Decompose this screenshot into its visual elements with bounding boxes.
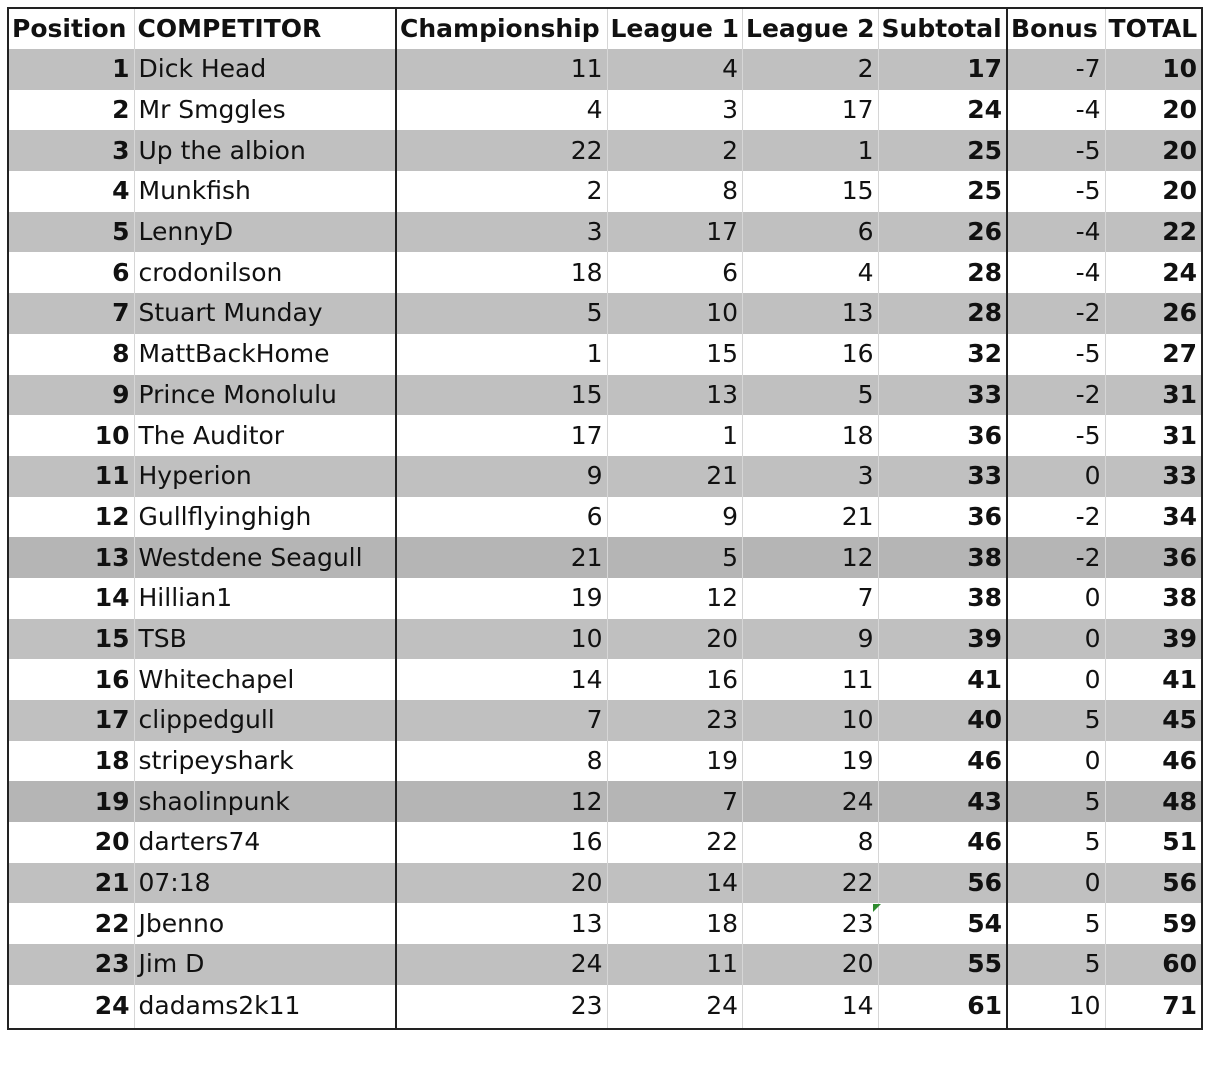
table-row bbox=[8, 130, 1202, 171]
header-position[interactable]: Position bbox=[8, 8, 134, 49]
cell-league-2[interactable]: 19 bbox=[743, 741, 879, 782]
cell-bonus[interactable]: -2 bbox=[1007, 375, 1105, 416]
cell-league-2[interactable]: 8 bbox=[743, 822, 879, 863]
cell-total[interactable]: 20 bbox=[1105, 90, 1202, 131]
cell-position[interactable]: 9 bbox=[8, 375, 134, 416]
cell-total[interactable]: 51 bbox=[1105, 822, 1202, 863]
cell-league-1[interactable]: 6 bbox=[607, 252, 743, 293]
cell-total[interactable]: 59 bbox=[1105, 903, 1202, 944]
table-row bbox=[8, 456, 1202, 497]
cell-subtotal[interactable]: 36 bbox=[878, 415, 1007, 456]
cell-bonus[interactable]: 0 bbox=[1007, 578, 1105, 619]
header-subtotal[interactable]: Subtotal bbox=[878, 8, 1007, 49]
cell-total[interactable]: 56 bbox=[1105, 863, 1202, 904]
cell-bonus[interactable]: -7 bbox=[1007, 49, 1105, 90]
cell-subtotal[interactable]: 56 bbox=[878, 863, 1007, 904]
cell-bonus[interactable]: 0 bbox=[1007, 456, 1105, 497]
cell-championship[interactable]: 2 bbox=[396, 171, 607, 212]
cell-league-2[interactable]: 9 bbox=[743, 619, 879, 660]
cell-championship[interactable]: 22 bbox=[396, 130, 607, 171]
cell-subtotal[interactable]: 38 bbox=[878, 537, 1007, 578]
table-row bbox=[8, 822, 1202, 863]
cell-subtotal[interactable]: 46 bbox=[878, 741, 1007, 782]
cell-competitor[interactable]: Dick Head bbox=[134, 49, 396, 90]
cell-competitor[interactable]: Munkfish bbox=[134, 171, 396, 212]
cell-league-2[interactable]: 6 bbox=[743, 212, 879, 253]
table-row bbox=[8, 293, 1202, 334]
cell-total[interactable]: 20 bbox=[1105, 130, 1202, 171]
header-competitor[interactable]: COMPETITOR bbox=[134, 8, 396, 49]
cell-league-1[interactable]: 15 bbox=[607, 334, 743, 375]
cell-subtotal[interactable]: 32 bbox=[878, 334, 1007, 375]
cell-competitor[interactable]: Hyperion bbox=[134, 456, 396, 497]
cell-subtotal[interactable]: 28 bbox=[878, 293, 1007, 334]
cell-total[interactable]: 71 bbox=[1105, 985, 1202, 1029]
cell-subtotal[interactable]: 39 bbox=[878, 619, 1007, 660]
cell-competitor[interactable]: clippedgull bbox=[134, 700, 396, 741]
cell-position[interactable]: 18 bbox=[8, 741, 134, 782]
cell-competitor[interactable]: shaolinpunk bbox=[134, 781, 396, 822]
cell-competitor[interactable]: darters74 bbox=[134, 822, 396, 863]
table-row bbox=[8, 659, 1202, 700]
cell-league-2[interactable]: 13 bbox=[743, 293, 879, 334]
cell-bonus[interactable]: 5 bbox=[1007, 700, 1105, 741]
cell-bonus[interactable]: -4 bbox=[1007, 90, 1105, 131]
league-table bbox=[7, 7, 1203, 1030]
cell-position[interactable]: 19 bbox=[8, 781, 134, 822]
cell-championship[interactable]: 24 bbox=[396, 944, 607, 985]
table-row bbox=[8, 334, 1202, 375]
cell-total[interactable]: 20 bbox=[1105, 171, 1202, 212]
cell-total[interactable]: 34 bbox=[1105, 497, 1202, 538]
cell-league-1[interactable]: 19 bbox=[607, 741, 743, 782]
cell-championship[interactable]: 23 bbox=[396, 985, 607, 1029]
cell-championship[interactable]: 4 bbox=[396, 90, 607, 131]
cell-championship[interactable]: 21 bbox=[396, 537, 607, 578]
cell-championship[interactable]: 17 bbox=[396, 415, 607, 456]
cell-subtotal[interactable]: 26 bbox=[878, 212, 1007, 253]
cell-total[interactable]: 48 bbox=[1105, 781, 1202, 822]
cell-total[interactable]: 33 bbox=[1105, 456, 1202, 497]
cell-league-2[interactable]: 20 bbox=[743, 944, 879, 985]
cell-position[interactable]: 6 bbox=[8, 252, 134, 293]
cell-competitor[interactable]: Prince Monolulu bbox=[134, 375, 396, 416]
cell-championship[interactable]: 8 bbox=[396, 741, 607, 782]
header-championship[interactable]: Championship bbox=[396, 8, 607, 49]
table-row bbox=[8, 375, 1202, 416]
cell-position[interactable]: 2 bbox=[8, 90, 134, 131]
cell-competitor[interactable]: Mr Smggles bbox=[134, 90, 396, 131]
cell-position[interactable]: 8 bbox=[8, 334, 134, 375]
cell-league-2[interactable]: 7 bbox=[743, 578, 879, 619]
cell-league-2[interactable]: 22 bbox=[743, 863, 879, 904]
cell-bonus[interactable]: 5 bbox=[1007, 822, 1105, 863]
table-row bbox=[8, 212, 1202, 253]
cell-total[interactable]: 27 bbox=[1105, 334, 1202, 375]
cell-position[interactable]: 5 bbox=[8, 212, 134, 253]
cell-position[interactable]: 10 bbox=[8, 415, 134, 456]
cell-position[interactable]: 16 bbox=[8, 659, 134, 700]
cell-total[interactable]: 24 bbox=[1105, 252, 1202, 293]
cell-league-2[interactable]: 1 bbox=[743, 130, 879, 171]
cell-bonus[interactable]: 0 bbox=[1007, 741, 1105, 782]
cell-total[interactable]: 31 bbox=[1105, 415, 1202, 456]
cell-competitor[interactable]: 07:18 bbox=[134, 863, 396, 904]
cell-position[interactable]: 4 bbox=[8, 171, 134, 212]
cell-competitor[interactable]: crodonilson bbox=[134, 252, 396, 293]
cell-competitor[interactable]: Jbenno bbox=[134, 903, 396, 944]
cell-championship[interactable]: 3 bbox=[396, 212, 607, 253]
table-row bbox=[8, 252, 1202, 293]
cell-position[interactable]: 14 bbox=[8, 578, 134, 619]
cell-league-1[interactable]: 3 bbox=[607, 90, 743, 131]
cell-subtotal[interactable]: 55 bbox=[878, 944, 1007, 985]
cell-league-2[interactable]: 12 bbox=[743, 537, 879, 578]
cell-league-1[interactable]: 23 bbox=[607, 700, 743, 741]
cell-league-2[interactable]: 5 bbox=[743, 375, 879, 416]
cell-subtotal[interactable]: 24 bbox=[878, 90, 1007, 131]
cell-position[interactable]: 1 bbox=[8, 49, 134, 90]
cell-subtotal[interactable]: 25 bbox=[878, 171, 1007, 212]
cell-subtotal[interactable]: 17 bbox=[878, 49, 1007, 90]
cell-position[interactable]: 12 bbox=[8, 497, 134, 538]
cell-bonus[interactable]: 5 bbox=[1007, 944, 1105, 985]
header-total[interactable]: TOTAL bbox=[1105, 8, 1202, 49]
cell-subtotal[interactable]: 28 bbox=[878, 252, 1007, 293]
cell-league-2[interactable]: 18 bbox=[743, 415, 879, 456]
cell-subtotal[interactable]: 61 bbox=[878, 985, 1007, 1029]
cell-total[interactable]: 36 bbox=[1105, 537, 1202, 578]
cell-championship[interactable]: 14 bbox=[396, 659, 607, 700]
cell-subtotal[interactable]: 36 bbox=[878, 497, 1007, 538]
cell-league-1[interactable]: 21 bbox=[607, 456, 743, 497]
cell-league-1[interactable]: 4 bbox=[607, 49, 743, 90]
cell-total[interactable]: 22 bbox=[1105, 212, 1202, 253]
table-row bbox=[8, 578, 1202, 619]
cell-subtotal[interactable]: 40 bbox=[878, 700, 1007, 741]
cell-competitor[interactable]: Stuart Munday bbox=[134, 293, 396, 334]
cell-position[interactable]: 20 bbox=[8, 822, 134, 863]
cell-competitor[interactable]: Gullflyinghigh bbox=[134, 497, 396, 538]
cell-subtotal[interactable]: 38 bbox=[878, 578, 1007, 619]
cell-subtotal[interactable]: 41 bbox=[878, 659, 1007, 700]
cell-subtotal[interactable]: 33 bbox=[878, 375, 1007, 416]
cell-championship[interactable]: 11 bbox=[396, 49, 607, 90]
cell-championship[interactable]: 12 bbox=[396, 781, 607, 822]
cell-league-2[interactable]: 23 bbox=[743, 903, 879, 944]
cell-total[interactable]: 46 bbox=[1105, 741, 1202, 782]
cell-league-1[interactable]: 5 bbox=[607, 537, 743, 578]
cell-position[interactable]: 11 bbox=[8, 456, 134, 497]
cell-bonus[interactable]: 5 bbox=[1007, 781, 1105, 822]
header-league-1[interactable]: League 1 bbox=[607, 8, 743, 49]
cell-position[interactable]: 24 bbox=[8, 985, 134, 1029]
cell-total[interactable]: 10 bbox=[1105, 49, 1202, 90]
cell-league-1[interactable]: 11 bbox=[607, 944, 743, 985]
cell-championship[interactable]: 6 bbox=[396, 497, 607, 538]
cell-position[interactable]: 13 bbox=[8, 537, 134, 578]
cell-bonus[interactable]: -5 bbox=[1007, 415, 1105, 456]
cell-league-1[interactable]: 24 bbox=[607, 985, 743, 1029]
cell-league-1[interactable]: 10 bbox=[607, 293, 743, 334]
cell-league-1[interactable]: 16 bbox=[607, 659, 743, 700]
cell-championship[interactable]: 13 bbox=[396, 903, 607, 944]
cell-competitor[interactable]: Jim D bbox=[134, 944, 396, 985]
cell-total[interactable]: 60 bbox=[1105, 944, 1202, 985]
cell-league-2[interactable]: 17 bbox=[743, 90, 879, 131]
cell-position[interactable]: 17 bbox=[8, 700, 134, 741]
cell-league-2[interactable]: 21 bbox=[743, 497, 879, 538]
cell-bonus[interactable]: -5 bbox=[1007, 334, 1105, 375]
cell-competitor[interactable]: MattBackHome bbox=[134, 334, 396, 375]
cell-league-1[interactable]: 9 bbox=[607, 497, 743, 538]
cell-competitor[interactable]: dadams2k11 bbox=[134, 985, 396, 1029]
cell-bonus[interactable]: -2 bbox=[1007, 537, 1105, 578]
cell-competitor[interactable]: TSB bbox=[134, 619, 396, 660]
cell-bonus[interactable]: -5 bbox=[1007, 171, 1105, 212]
cell-championship[interactable]: 10 bbox=[396, 619, 607, 660]
table-row bbox=[8, 415, 1202, 456]
table-row bbox=[8, 90, 1202, 131]
cell-total[interactable]: 38 bbox=[1105, 578, 1202, 619]
table-row bbox=[8, 944, 1202, 985]
cell-league-1[interactable]: 1 bbox=[607, 415, 743, 456]
cell-league-2[interactable]: 11 bbox=[743, 659, 879, 700]
table-row bbox=[8, 741, 1202, 782]
cell-league-2[interactable]: 4 bbox=[743, 252, 879, 293]
cell-subtotal[interactable]: 25 bbox=[878, 130, 1007, 171]
table-row bbox=[8, 537, 1202, 578]
cell-bonus[interactable]: 0 bbox=[1007, 619, 1105, 660]
table-row bbox=[8, 985, 1202, 1029]
cell-league-1[interactable]: 2 bbox=[607, 130, 743, 171]
cell-league-2[interactable]: 3 bbox=[743, 456, 879, 497]
cell-competitor[interactable]: The Auditor bbox=[134, 415, 396, 456]
cell-subtotal[interactable]: 33 bbox=[878, 456, 1007, 497]
cell-bonus[interactable]: -2 bbox=[1007, 497, 1105, 538]
cell-competitor[interactable]: Hillian1 bbox=[134, 578, 396, 619]
cell-championship[interactable]: 7 bbox=[396, 700, 607, 741]
cell-competitor[interactable]: Whitechapel bbox=[134, 659, 396, 700]
cell-championship[interactable]: 1 bbox=[396, 334, 607, 375]
cell-championship[interactable]: 16 bbox=[396, 822, 607, 863]
cell-competitor[interactable]: stripeyshark bbox=[134, 741, 396, 782]
cell-competitor[interactable]: LennyD bbox=[134, 212, 396, 253]
cell-league-1[interactable]: 13 bbox=[607, 375, 743, 416]
cell-league-1[interactable]: 18 bbox=[607, 903, 743, 944]
cell-total[interactable]: 39 bbox=[1105, 619, 1202, 660]
cell-league-1[interactable]: 12 bbox=[607, 578, 743, 619]
cell-league-2[interactable]: 14 bbox=[743, 985, 879, 1029]
cell-position[interactable]: 22 bbox=[8, 903, 134, 944]
cell-total[interactable]: 41 bbox=[1105, 659, 1202, 700]
cell-bonus[interactable]: 0 bbox=[1007, 863, 1105, 904]
cell-position[interactable]: 3 bbox=[8, 130, 134, 171]
cell-league-1[interactable]: 14 bbox=[607, 863, 743, 904]
cell-league-2[interactable]: 24 bbox=[743, 781, 879, 822]
cell-championship[interactable]: 20 bbox=[396, 863, 607, 904]
cell-position[interactable]: 15 bbox=[8, 619, 134, 660]
cell-bonus[interactable]: -4 bbox=[1007, 212, 1105, 253]
table-row bbox=[8, 49, 1202, 90]
cell-league-1[interactable]: 17 bbox=[607, 212, 743, 253]
cell-championship[interactable]: 19 bbox=[396, 578, 607, 619]
header-row bbox=[8, 8, 1202, 49]
cell-competitor[interactable]: Westdene Seagull bbox=[134, 537, 396, 578]
cell-league-1[interactable]: 7 bbox=[607, 781, 743, 822]
comment-indicator-icon[interactable] bbox=[873, 904, 881, 912]
cell-bonus[interactable]: 10 bbox=[1007, 985, 1105, 1029]
table-row bbox=[8, 497, 1202, 538]
header-league-2[interactable]: League 2 bbox=[743, 8, 879, 49]
cell-league-2[interactable]: 2 bbox=[743, 49, 879, 90]
table-body bbox=[8, 49, 1202, 1029]
cell-league-1[interactable]: 22 bbox=[607, 822, 743, 863]
cell-bonus[interactable]: 5 bbox=[1007, 903, 1105, 944]
header-bonus[interactable]: Bonus bbox=[1007, 8, 1105, 49]
cell-championship[interactable]: 5 bbox=[396, 293, 607, 334]
table-row bbox=[8, 903, 1202, 944]
cell-championship[interactable]: 18 bbox=[396, 252, 607, 293]
table-row bbox=[8, 781, 1202, 822]
cell-league-1[interactable]: 20 bbox=[607, 619, 743, 660]
cell-bonus[interactable]: 0 bbox=[1007, 659, 1105, 700]
cell-position[interactable]: 7 bbox=[8, 293, 134, 334]
cell-league-2[interactable]: 15 bbox=[743, 171, 879, 212]
cell-bonus[interactable]: -5 bbox=[1007, 130, 1105, 171]
cell-bonus[interactable]: -2 bbox=[1007, 293, 1105, 334]
cell-subtotal[interactable]: 46 bbox=[878, 822, 1007, 863]
cell-league-2[interactable]: 16 bbox=[743, 334, 879, 375]
cell-position[interactable]: 21 bbox=[8, 863, 134, 904]
cell-league-2[interactable]: 10 bbox=[743, 700, 879, 741]
cell-championship[interactable]: 15 bbox=[396, 375, 607, 416]
table-row bbox=[8, 700, 1202, 741]
cell-competitor[interactable]: Up the albion bbox=[134, 130, 396, 171]
table-row bbox=[8, 171, 1202, 212]
table-row bbox=[8, 619, 1202, 660]
cell-subtotal[interactable]: 54 bbox=[878, 903, 1007, 944]
cell-subtotal[interactable]: 43 bbox=[878, 781, 1007, 822]
table-row bbox=[8, 863, 1202, 904]
cell-total[interactable]: 45 bbox=[1105, 700, 1202, 741]
cell-total[interactable]: 31 bbox=[1105, 375, 1202, 416]
cell-position[interactable]: 23 bbox=[8, 944, 134, 985]
cell-bonus[interactable]: -4 bbox=[1007, 252, 1105, 293]
cell-championship[interactable]: 9 bbox=[396, 456, 607, 497]
cell-total[interactable]: 26 bbox=[1105, 293, 1202, 334]
cell-league-1[interactable]: 8 bbox=[607, 171, 743, 212]
